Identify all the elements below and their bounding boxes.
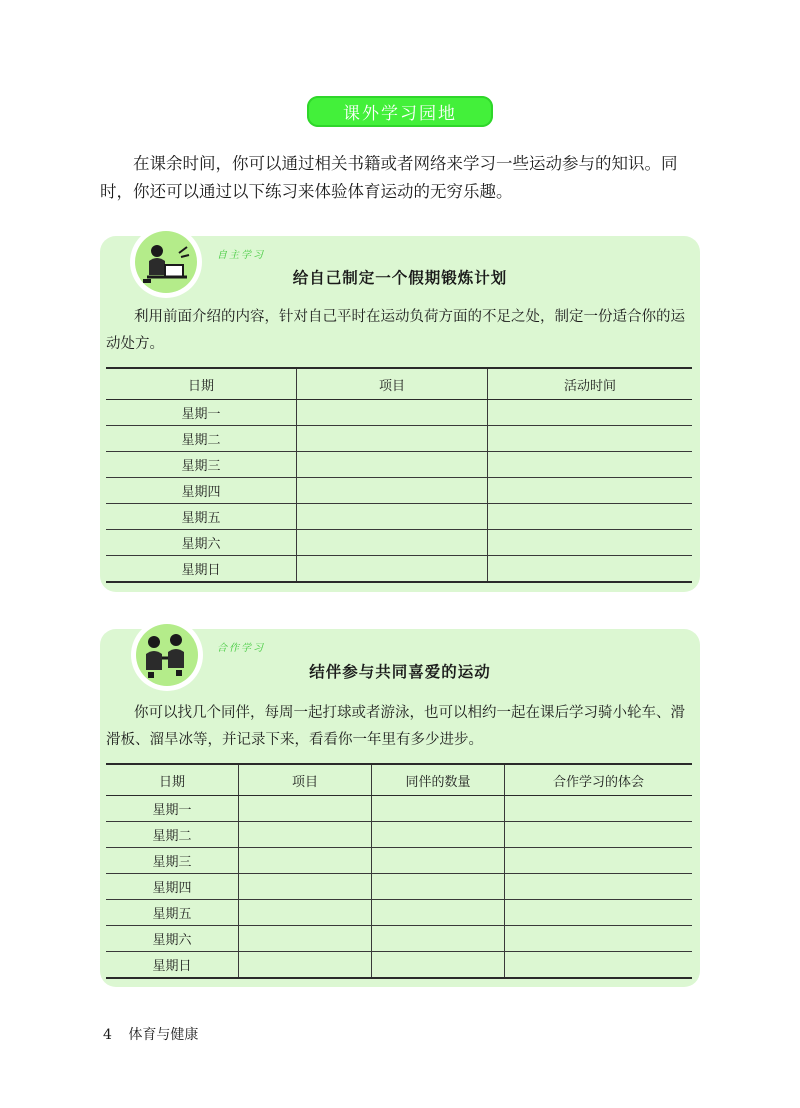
day-label: 星期四 xyxy=(106,478,297,504)
group-activity-table xyxy=(106,763,692,979)
blank-cell[interactable] xyxy=(488,556,693,583)
blank-cell[interactable] xyxy=(239,952,372,979)
blank-cell[interactable] xyxy=(372,822,505,848)
blank-cell[interactable] xyxy=(372,926,505,952)
blank-cell[interactable] xyxy=(505,926,693,952)
blank-cell[interactable] xyxy=(372,952,505,979)
blank-cell[interactable] xyxy=(239,926,372,952)
table-row xyxy=(106,556,692,583)
blank-cell[interactable] xyxy=(297,478,488,504)
blank-cell[interactable] xyxy=(239,796,372,822)
blank-cell[interactable] xyxy=(488,400,693,426)
day-label: 星期二 xyxy=(106,426,297,452)
blank-cell[interactable] xyxy=(239,822,372,848)
blank-cell[interactable] xyxy=(505,874,693,900)
table-row xyxy=(106,530,692,556)
day-label: 星期六 xyxy=(106,530,297,556)
table-row xyxy=(106,426,692,452)
blank-cell[interactable] xyxy=(297,504,488,530)
column-header-item: 项目 xyxy=(297,368,488,400)
book-title: 体育与健康 xyxy=(128,1027,199,1043)
self-study-title: 给自己制定一个假期锻炼计划 xyxy=(292,269,508,287)
blank-cell[interactable] xyxy=(505,796,693,822)
blank-cell[interactable] xyxy=(372,900,505,926)
table-row xyxy=(106,822,692,848)
blank-cell[interactable] xyxy=(488,452,693,478)
self-study-tag: 自主学习 xyxy=(217,250,265,261)
group-study-panel xyxy=(100,629,700,987)
day-label: 星期二 xyxy=(106,822,239,848)
table-row xyxy=(106,400,692,426)
group-study-title: 结伴参与共同喜爱的运动 xyxy=(309,663,491,681)
day-label: 星期一 xyxy=(106,400,297,426)
table-row xyxy=(106,926,692,952)
blank-cell[interactable] xyxy=(488,478,693,504)
column-header-partner-count: 同伴的数量 xyxy=(372,764,505,796)
self-study-panel xyxy=(100,236,700,592)
table-row xyxy=(106,796,692,822)
blank-cell[interactable] xyxy=(239,900,372,926)
blank-cell[interactable] xyxy=(488,504,693,530)
blank-cell[interactable] xyxy=(297,530,488,556)
day-label: 星期五 xyxy=(106,504,297,530)
section-banner: 课外学习园地 xyxy=(307,96,493,127)
day-label: 星期日 xyxy=(106,952,239,979)
day-label: 星期四 xyxy=(106,874,239,900)
blank-cell[interactable] xyxy=(239,874,372,900)
group-study-description: 你可以找几个同伴，每周一起打球或者游泳，也可以相约一起在课后学习骑小轮车、滑滑板、溜旱冰等，并记录下来，看看你一年里有多少进步。 xyxy=(106,705,685,748)
table-row xyxy=(106,478,692,504)
column-header-date: 日期 xyxy=(106,764,239,796)
table-row xyxy=(106,874,692,900)
column-header-activity-time: 活动时间 xyxy=(488,368,693,400)
exercise-plan-table xyxy=(106,367,692,583)
page-number: 4 xyxy=(103,1027,112,1043)
day-label: 星期三 xyxy=(106,848,239,874)
table-row xyxy=(106,504,692,530)
blank-cell[interactable] xyxy=(488,426,693,452)
group-study-tag: 合作学习 xyxy=(217,643,265,654)
blank-cell[interactable] xyxy=(372,874,505,900)
self-study-description: 利用前面介绍的内容，针对自己平时在运动负荷方面的不足之处，制定一份适合你的运动处方。 xyxy=(106,309,685,352)
day-label: 星期日 xyxy=(106,556,297,583)
day-label: 星期三 xyxy=(106,452,297,478)
table-row xyxy=(106,848,692,874)
page-footer xyxy=(103,1024,198,1044)
blank-cell[interactable] xyxy=(239,848,372,874)
table-row xyxy=(106,952,692,979)
blank-cell[interactable] xyxy=(372,848,505,874)
day-label: 星期五 xyxy=(106,900,239,926)
column-header-item: 项目 xyxy=(239,764,372,796)
table-row xyxy=(106,452,692,478)
blank-cell[interactable] xyxy=(505,822,693,848)
blank-cell[interactable] xyxy=(505,952,693,979)
blank-cell[interactable] xyxy=(297,400,488,426)
blank-cell[interactable] xyxy=(372,796,505,822)
day-label: 星期六 xyxy=(106,926,239,952)
day-label: 星期一 xyxy=(106,796,239,822)
blank-cell[interactable] xyxy=(297,556,488,583)
blank-cell[interactable] xyxy=(505,900,693,926)
blank-cell[interactable] xyxy=(297,426,488,452)
blank-cell[interactable] xyxy=(488,530,693,556)
column-header-reflection: 合作学习的体会 xyxy=(505,764,693,796)
table-row xyxy=(106,900,692,926)
blank-cell[interactable] xyxy=(505,848,693,874)
intro-paragraph: 在课余时间，你可以通过相关书籍或者网络来学习一些运动参与的知识。同时，你还可以通过以下练习来体验体育运动的无穷乐趣。 xyxy=(100,154,678,201)
blank-cell[interactable] xyxy=(297,452,488,478)
column-header-date: 日期 xyxy=(106,368,297,400)
